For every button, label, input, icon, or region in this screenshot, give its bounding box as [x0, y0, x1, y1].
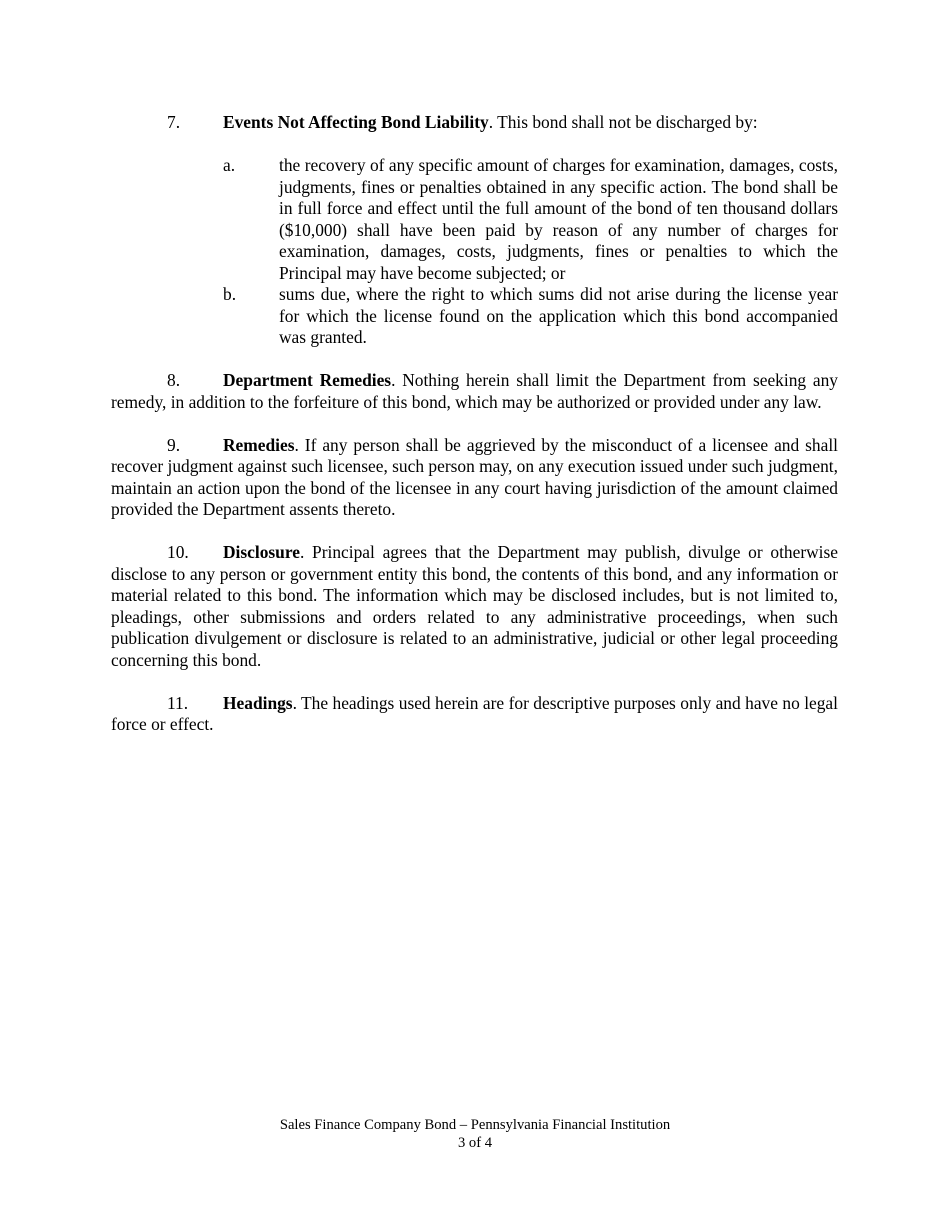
section-number: 8.: [167, 370, 181, 390]
section-heading: Department Remedies: [223, 370, 392, 390]
section-text: . This bond shall not be discharged by:: [488, 112, 758, 132]
section-heading: Events Not Affecting Bond Liability: [223, 112, 489, 132]
section-heading: Headings: [223, 692, 293, 713]
subitem-text: sums due, where the right to which sums did not arise during the license year for which the license found on the application which this bond accompanied was granted.: [279, 284, 838, 347]
section-8: [111, 370, 838, 413]
section-text: . If any person shall be aggrieved by the misconduct of a licensee and shall recover judgment against such licensee, such person may, on any execution issued under such judgment, maintain an action upon the bond of the licensee in any court having jurisdiction of the amount claimed provided the Department assents thereto.: [111, 434, 838, 519]
section-number: 11.: [167, 692, 189, 713]
subitem-b: [111, 284, 838, 349]
footer-page-number: 3 of 4: [457, 1135, 493, 1151]
section-number: 9.: [167, 434, 181, 455]
section-text: . The headings used herein are for descriptive purposes only and have no legal force or effect.: [111, 692, 838, 734]
subitem-letter: b.: [223, 284, 237, 304]
footer-title: Sales Finance Company Bond – Pennsylvania Financial Institution: [279, 1117, 671, 1133]
section-heading: Remedies: [223, 434, 295, 455]
section-number: 7.: [167, 112, 181, 132]
document-page: [111, 112, 838, 757]
page-footer: [0, 1116, 950, 1152]
subitem-letter: a.: [223, 155, 236, 175]
section-text: . Principal agrees that the Department may publish, divulge or otherwise disclose to any person or government entity this bond, the contents of this bond, and any information or material related to this bond. The information which may be disclosed includes, but is not limited to, pleadings, other submissions and orders related to any administrative proceedings, when such publication divulgement or disclosure is related to an administrative, judicial or other legal proceeding concerning this bond.: [111, 542, 838, 670]
subitem-text: the recovery of any specific amount of charges for examination, damages, costs, judgments, fines or penalties obtained in any specific action. The bond shall be in full force and effect until the full amount of the bond of ten thousand dollars ($10,000) shall have been paid by reason of any number of charges for examination, damages, costs, judgments, fines or penalties to which the Principal may have become subjected; or: [279, 155, 838, 283]
section-10: [111, 542, 838, 671]
section-text: . Nothing herein shall limit the Department from seeking any remedy, in addition to the forfeiture of this bond, which may be authorized or provided under any law.: [111, 370, 838, 412]
section-9: [111, 435, 838, 521]
subitem-a: [111, 155, 838, 284]
section-7-subitems: [111, 155, 838, 349]
section-11: [111, 693, 838, 736]
section-heading: Disclosure: [223, 542, 300, 562]
section-number: 10.: [167, 542, 189, 562]
section-7: [111, 112, 838, 134]
